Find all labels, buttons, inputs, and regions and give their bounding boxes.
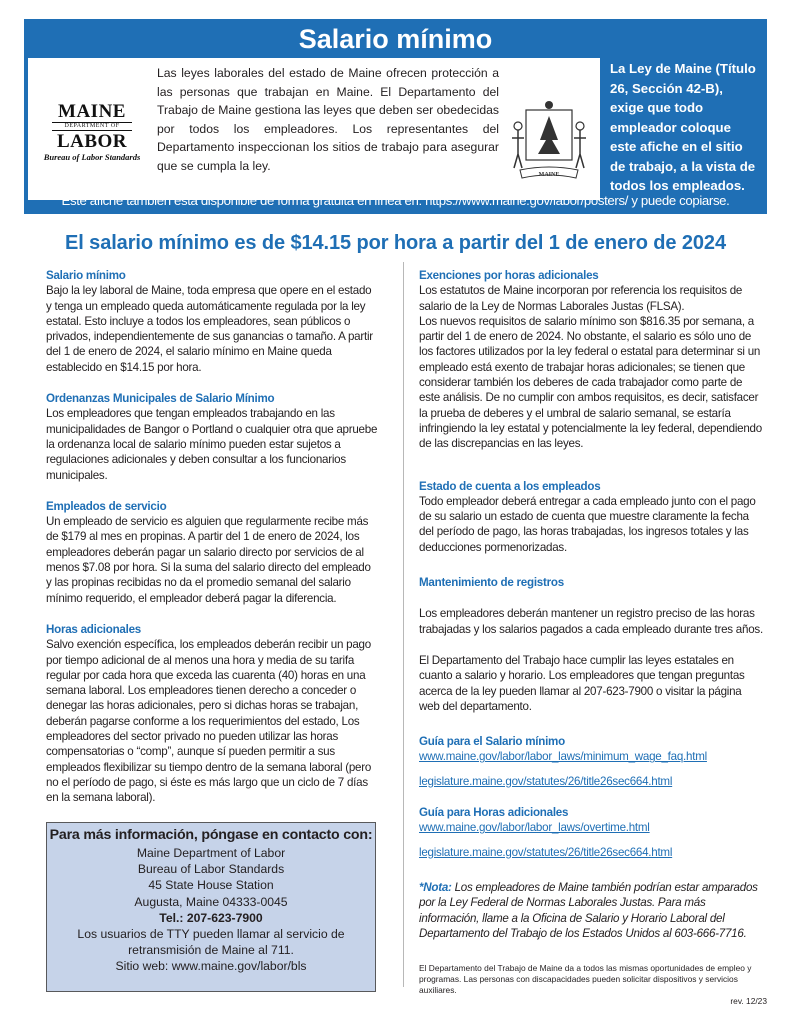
section-title-pay-statement: Estado de cuenta a los empleados bbox=[419, 479, 601, 493]
posting-requirement: La Ley de Maine (Título 26, Sección 42-B), exige que todo empleador coloque este afiche en el sitio de trabajo, a la vista de todos los empleados. bbox=[610, 61, 756, 193]
contact-website: Sitio web: www.maine.gov/labor/bls bbox=[115, 959, 307, 974]
section-body-recordkeeping: Los empleadores deberán mantener un registro preciso de las horas trabajadas y los salarios pagados a cada empleado durante tres años. bbox=[419, 607, 763, 636]
equal-opportunity-statement: El Departamento del Trabajo de Maine da a todos las mismas oportunidades de empleo y programas. Las personas con discapacidades pueden solicitar dispositivos y servicios auxiliares. bbox=[419, 963, 752, 995]
logo-line-labor: LABOR bbox=[56, 131, 128, 152]
intro-text: Las leyes laborales del estado de Maine ofrecen protección a las personas que trabajan en Maine. El Departamento del Trabajo de Maine gestiona las leyes que deben ser obedecidas por todos los empleadores. Los representantes del Departamento inspeccionan los sitios de trabajo para asegurar que se cumpla la ley. bbox=[157, 66, 499, 173]
section-body-service-employees: Un empleado de servicio es alguien que regularmente recibe más de $179 al mes en propinas. A partir del 1 de enero de 2024, los empleadores deberán pagar un salario directo por servicios de al menos $7.08 por hora. Si la suma del salario directo del empleado y las propinas recibidas no da el promedio semanal del salario mínimo requerido, el empleador deberá pagar la diferencia. bbox=[46, 515, 371, 605]
section-body-minimum-wage: Bajo la ley laboral de Maine, toda empresa que opere en el estado y tenga un empleado queda automáticamente regulada por la ley estatal. Esto incluye a todos los empleadores, sean públicos o privados, independientemente de sus ganancias o tamaño. A partir del 1 de enero de 2024, el salario mínimo en Maine queda establecido en $14.15 por hora. bbox=[46, 284, 373, 374]
minimum-wage-headline: El salario mínimo es de $14.15 por hora a partir del 1 de enero de 2024 bbox=[65, 232, 726, 254]
left-column bbox=[46, 268, 378, 806]
guide-title-minimum-wage: Guía para el Salario mínimo bbox=[419, 735, 565, 749]
link-statute-664-b[interactable]: legislature.maine.gov/statutes/26/title26sec664.html bbox=[419, 845, 673, 859]
intro-box bbox=[28, 58, 600, 200]
footer bbox=[419, 963, 767, 1007]
section-title-recordkeeping: Mantenimiento de registros bbox=[419, 576, 564, 590]
note-body: Los empleadores de Maine también podrían estar amparados por la Ley Federal de Normas Laborales Justas. Para más información, llame a la Oficina de Salario y Horario Laboral del Departamento del Trabajo de los Estados Unidos al 603-666-7716. bbox=[419, 880, 758, 940]
contact-box bbox=[46, 822, 376, 992]
guide-title-overtime: Guía para Horas adicionales bbox=[419, 806, 569, 820]
section-body-overtime: Salvo exención específica, los empleados deberán recibir un pago por tiempo adicional de al menos una hora y media de su tarifa regular por cada hora que exceda las cuarenta (40) horas en una semana laboral. Los empleadores tienen derecho a conceder o denegar las horas adicionales, pero si dichas horas se trabajan, deberán pagarse conforme a los requerimientos del estado, Los empleadores del sector privado no pueden utilizar las horas compensatorias o “comp”, aunque sí pueden permitir a sus empleados flexibilizar su tiempo dentro de la semana laboral (pero no el período de pago, si éste es más largo que un ciclo de 7 días en la semana laboral). bbox=[46, 638, 372, 805]
logo-line-department: DEPARTMENT OF bbox=[52, 122, 132, 131]
section-body-enforcement: El Departamento del Trabajo hace cumplir las leyes estatales en cuanto a salario y horario. Los empleadores que tengan preguntas acerca de la ley pueden llamar al 207-623-7900 o visitar la página web del departamento. bbox=[419, 653, 745, 713]
column-divider bbox=[403, 262, 404, 987]
contact-tty-line1: Los usuarios de TTY pueden llamar al servicio de bbox=[77, 927, 345, 942]
logo-line-maine: MAINE bbox=[58, 101, 126, 122]
section-title-overtime: Horas adicionales bbox=[46, 622, 141, 636]
contact-heading: Para más información, póngase en contacto con: bbox=[49, 827, 373, 843]
section-body-municipal-ordinances: Los empleadores que tengan empleados trabajando en las municipalidades de Bangor o Portland o cualquier otra que apruebe la ordenanza local de salario mínimo pueden estar sujetos a regulaciones adicionales y deben consultar a los funcionarios municipales. bbox=[46, 407, 378, 482]
contact-station: 45 State House Station bbox=[148, 878, 274, 893]
section-body-exemption-threshold: Los nuevos requisitos de salario mínimo son $816.35 por semana, a partir del 1 de enero de 2024. No obstante, el salario es sólo uno de los factores utilizados por la ley federal o estatal para determinar si un empleado está exento de trabajar horas adicionales; se tienen que considerar también los deberes de cada trabajador como parte de este análisis. De no cumplir con ambos requisitos, es decir, satisfacer la prueba de deberes y el umbral de salario semanal, se estaría infringiendo la ley estatal y potencialmente la ley federal, dependiendo de las discrepancias en las leyes. bbox=[419, 314, 762, 451]
header-banner bbox=[24, 19, 767, 214]
note-label: *Nota: bbox=[419, 880, 452, 894]
contact-bureau: Bureau of Labor Standards bbox=[137, 862, 285, 877]
link-minimum-wage-faq[interactable]: www.maine.gov/labor/labor_laws/minimum_wage_faq.html bbox=[419, 750, 707, 764]
section-title-overtime-exemptions: Exenciones por horas adicionales bbox=[419, 269, 599, 282]
link-statute-664-a[interactable]: legislature.maine.gov/statutes/26/title26sec664.html bbox=[419, 774, 673, 788]
contact-tty-line2: retransmisión de Maine al 711. bbox=[128, 943, 294, 958]
section-body-flsa: Los estatutos de Maine incorporan por referencia los requisitos de salario de la Ley de Normas Laborales Justas (FLSA). bbox=[419, 284, 743, 313]
right-column bbox=[419, 268, 764, 941]
section-title-municipal-ordinances: Ordenanzas Municipales de Salario Mínimo bbox=[46, 392, 275, 406]
flsa-note bbox=[419, 880, 764, 941]
contact-department: Maine Department of Labor bbox=[136, 846, 286, 860]
section-title-minimum-wage: Salario mínimo bbox=[46, 269, 126, 282]
seal-label: MAINE bbox=[538, 172, 560, 178]
contact-phone: Tel.: 207-623-7900 bbox=[159, 910, 263, 925]
logo-line-bureau: Bureau of Labor Standards bbox=[43, 152, 141, 162]
section-title-service-employees: Empleados de servicio bbox=[46, 499, 167, 513]
contact-address: Augusta, Maine 04333-0045 bbox=[134, 894, 288, 909]
section-body-pay-statement: Todo empleador deberá entregar a cada empleado junto con el pago de su salario un estado de cuenta que muestre claramente la fecha del período de pago, las horas trabajadas, los ingresos totales y las deducciones pormenorizadas. bbox=[419, 494, 756, 554]
availability-notice: Este afiche también está disponible de forma gratuita en línea en: https://www.maine.gov/labor/posters/ y puede copiarse. bbox=[61, 193, 730, 208]
link-overtime[interactable]: www.maine.gov/labor/labor_laws/overtime.html bbox=[419, 821, 650, 835]
maine-labor-logo bbox=[38, 102, 146, 163]
page-title: Salario mínimo bbox=[298, 24, 493, 54]
revision-date: rev. 12/23 bbox=[730, 996, 767, 1006]
maine-state-seal-icon bbox=[504, 96, 594, 184]
